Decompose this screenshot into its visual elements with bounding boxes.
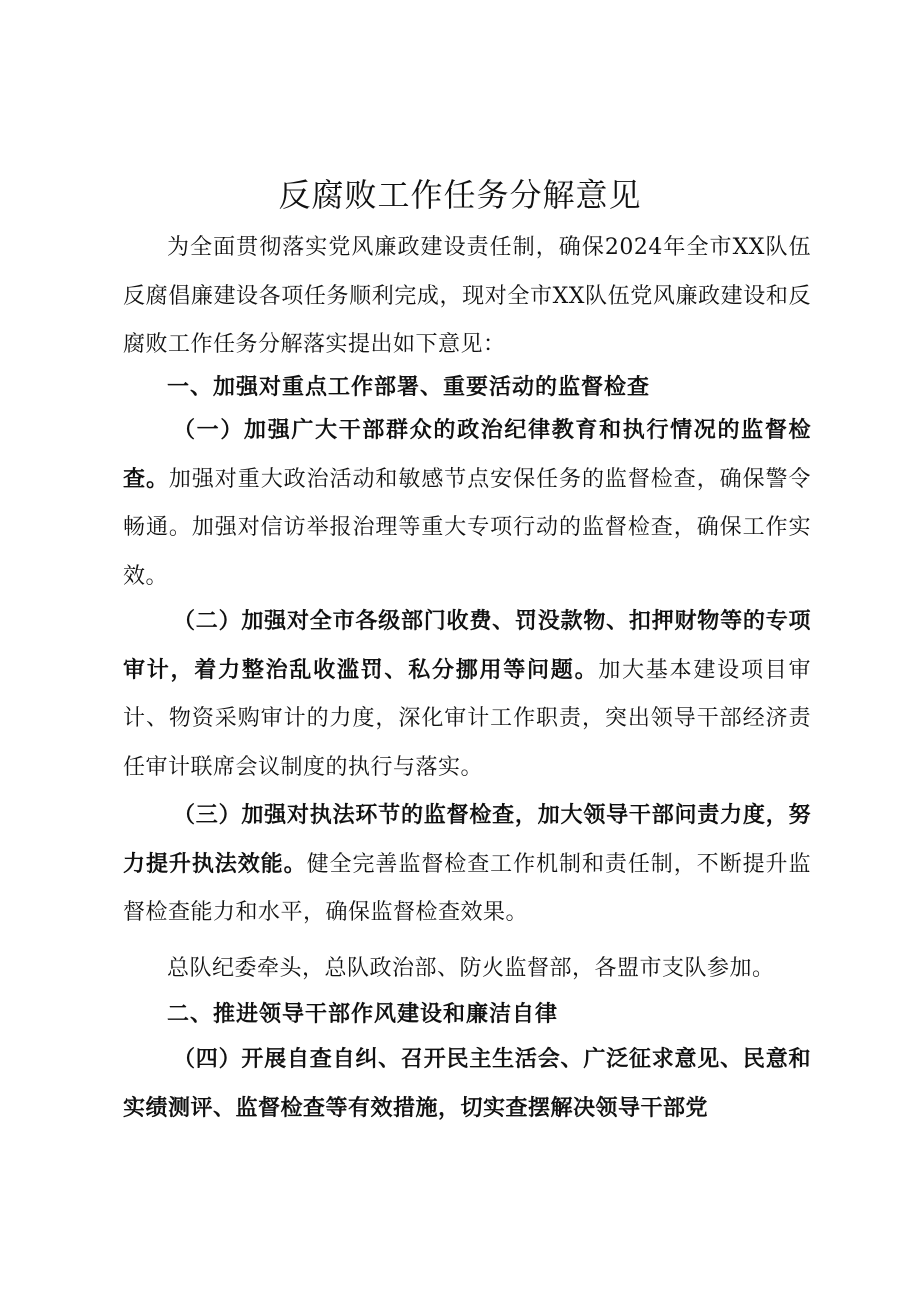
item-body-1: 加强对重大政治活动和敏感节点安保任务的监督检查，确保警令畅通。加强对信访举报治理等重大专项行动的监督检查，确保工作实效。 <box>123 466 811 589</box>
item-paragraph-4 <box>123 1036 811 1133</box>
section-heading-2: 二、推进领导干部作风建设和廉洁自律 <box>167 1002 559 1027</box>
document-title: 反腐败工作任务分解意见 <box>278 176 642 214</box>
intro-paragraph: 为全面贯彻落实党风廉政建设责任制，确保2024年全市XX队伍反腐倡廉建设各项任务顺利完成，现对全市XX队伍党风廉政建设和反腐败工作任务分解落实提出如下意见： <box>123 235 811 357</box>
item-paragraph-2 <box>123 598 811 792</box>
section-heading-1: 一、加强对重点工作部署、重要活动的监督检查 <box>167 375 651 400</box>
item-lead-4: （四）开展自查自纠、召开民主生活会、广泛征求意见、民意和实绩测评、监督检查等有效措施，切实查摆解决领导干部党 <box>123 1047 811 1121</box>
item-paragraph-1 <box>123 407 811 601</box>
item-lead-3: （三）加强对执法环节的监督检查，加大领导干部问责力度，努力提升执法效能。 <box>123 803 811 877</box>
responsibility-note: 总队纪委牵头，总队政治部、防火监督部，各盟市支队参加。 <box>167 956 775 981</box>
item-body-3: 健全完善监督检查工作机制和责任制，不断提升监督检查能力和水平，确保监督检查效果。 <box>123 851 811 925</box>
item-paragraph-3 <box>123 792 811 938</box>
item-lead-1: （一）加强广大干部群众的政治纪律教育和执行情况的监督检查。 <box>123 418 811 492</box>
item-lead-2: （二）加强对全市各级部门收费、罚没款物、扣押财物等的专项审计，着力整治乱收滥罚、私分挪用等问题。 <box>123 609 811 683</box>
item-body-2: 加大基本建设项目审计、物资采购审计的力度，深化审计工作职责，突出领导干部经济责任审计联席会议制度的执行与落实。 <box>123 657 811 780</box>
